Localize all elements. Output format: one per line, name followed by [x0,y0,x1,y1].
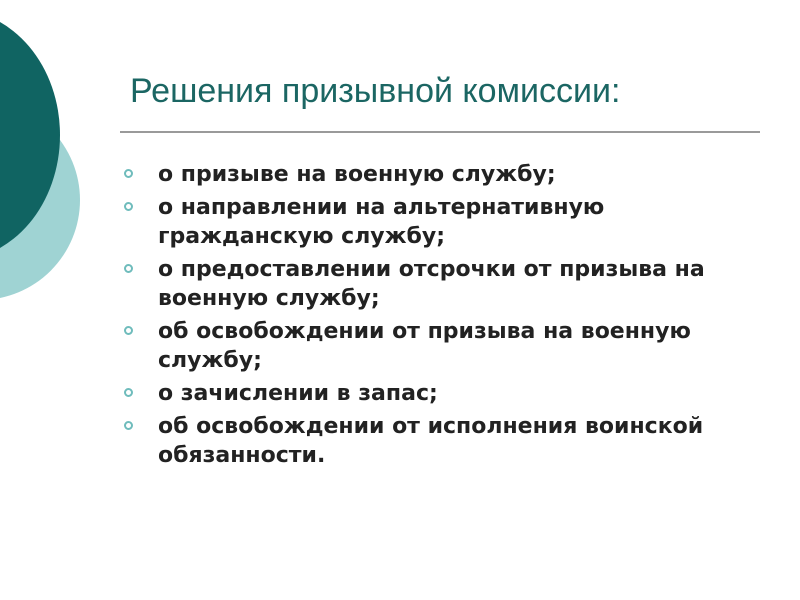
bullet-circle-icon [124,326,133,335]
list-item [120,160,760,189]
bullet-circle-icon [124,421,133,430]
list-item-text: о направлении на альтернативную гражданскую службу; [158,195,605,249]
bullet-circle-icon [124,169,133,178]
bullet-list [120,160,760,474]
list-item-text: об освобождении от призыва на военную службу; [158,319,691,373]
bullet-circle-icon [124,264,133,273]
bullet-circle-icon [124,202,133,211]
slide-title: Решения призывной комиссии: [130,72,621,110]
bullet-circle-icon [124,388,133,397]
list-item-text: о зачислении в запас; [158,381,438,406]
list-item [120,379,760,408]
list-item [120,193,760,251]
list-item [120,412,760,470]
title-divider [120,131,760,133]
list-item [120,255,760,313]
list-item-text: о предоставлении отсрочки от призыва на военную службу; [158,257,705,311]
list-item-text: об освобождении от исполнения воинской обязанности. [158,414,704,468]
list-item [120,317,760,375]
list-item-text: о призыве на военную службу; [158,162,556,187]
